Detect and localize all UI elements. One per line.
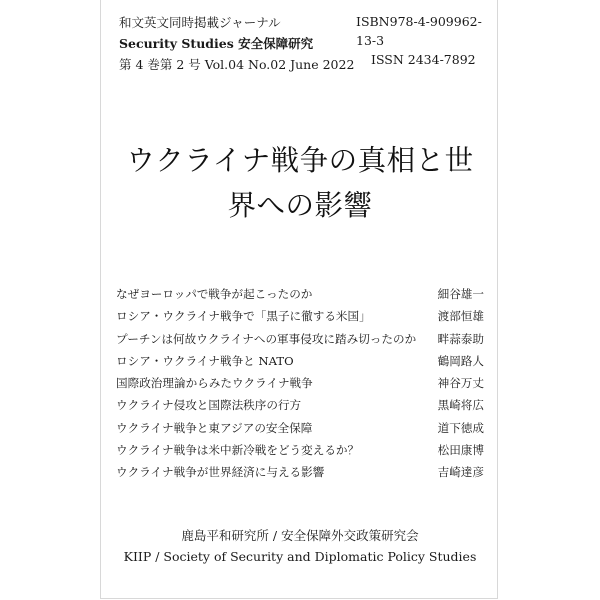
- book-cover: [100, 0, 498, 599]
- article-title: ウクライナ戦争は米中新冷戦をどう変えるか？: [116, 443, 360, 458]
- toc-entry: [116, 417, 484, 439]
- article-title: ウクライナ侵攻と国際法秩序の行方: [116, 398, 302, 413]
- toc-entry: [116, 305, 484, 327]
- article-author: 畔蒜泰助: [437, 331, 484, 346]
- article-author: 吉崎達彦: [437, 465, 484, 480]
- identifiers: [356, 12, 497, 69]
- article-author: 黒崎将広: [437, 398, 484, 413]
- toc-entry: [116, 394, 484, 416]
- title-line-1: ウクライナ戦争の真相と世: [126, 144, 474, 177]
- issn-number: ISSN 2434-7892: [371, 52, 476, 67]
- toc-entry: [116, 439, 484, 461]
- cover-title: [101, 138, 499, 228]
- article-author: 細谷雄一: [437, 287, 484, 301]
- table-of-contents: [116, 283, 484, 484]
- article-title: ウクライナ戦争が世界経済に与える影響: [116, 465, 325, 480]
- article-author: 渡部恒雄: [437, 309, 484, 324]
- publisher-english: KIIP / Society of Security and Diplomatic Policy Studies: [123, 549, 477, 564]
- volume-info: 第 4 巻第 2 号 Vol.04 No.02 June 2022: [119, 57, 355, 72]
- journal-type: 和文英文同時掲載ジャーナル: [119, 15, 281, 30]
- article-title: 国際政治理論からみたウクライナ戦争: [116, 376, 313, 391]
- toc-entry: [116, 350, 484, 372]
- journal-header: [119, 12, 354, 75]
- toc-entry: [116, 283, 484, 305]
- article-title: ロシア・ウクライナ戦争で「黒子に徹する米国」: [116, 309, 371, 324]
- article-author: 松田康博: [437, 443, 484, 458]
- article-author: 鶴岡路人: [437, 353, 484, 368]
- toc-entry: [116, 461, 484, 483]
- publisher-japanese: 鹿島平和研究所 / 安全保障外交政策研究会: [181, 528, 419, 543]
- article-title: プーチンは何故ウクライナへの軍事侵攻に踏み切ったのか: [116, 331, 417, 346]
- publisher-footer: [101, 525, 499, 567]
- article-title: なぜヨーロッパで戦争が起こったのか: [116, 287, 313, 301]
- toc-entry: [116, 328, 484, 350]
- toc-entry: [116, 372, 484, 394]
- article-author: 道下徳成: [437, 420, 484, 435]
- article-author: 神谷万丈: [437, 376, 484, 391]
- article-title: ロシア・ウクライナ戦争と NATO: [116, 353, 294, 368]
- series-title: Security Studies 安全保障研究: [119, 36, 314, 51]
- title-line-2: 界への影響: [227, 189, 373, 222]
- article-title: ウクライナ戦争と東アジアの安全保障: [116, 420, 313, 435]
- isbn-number: ISBN978-4-909962-13-3: [356, 14, 482, 48]
